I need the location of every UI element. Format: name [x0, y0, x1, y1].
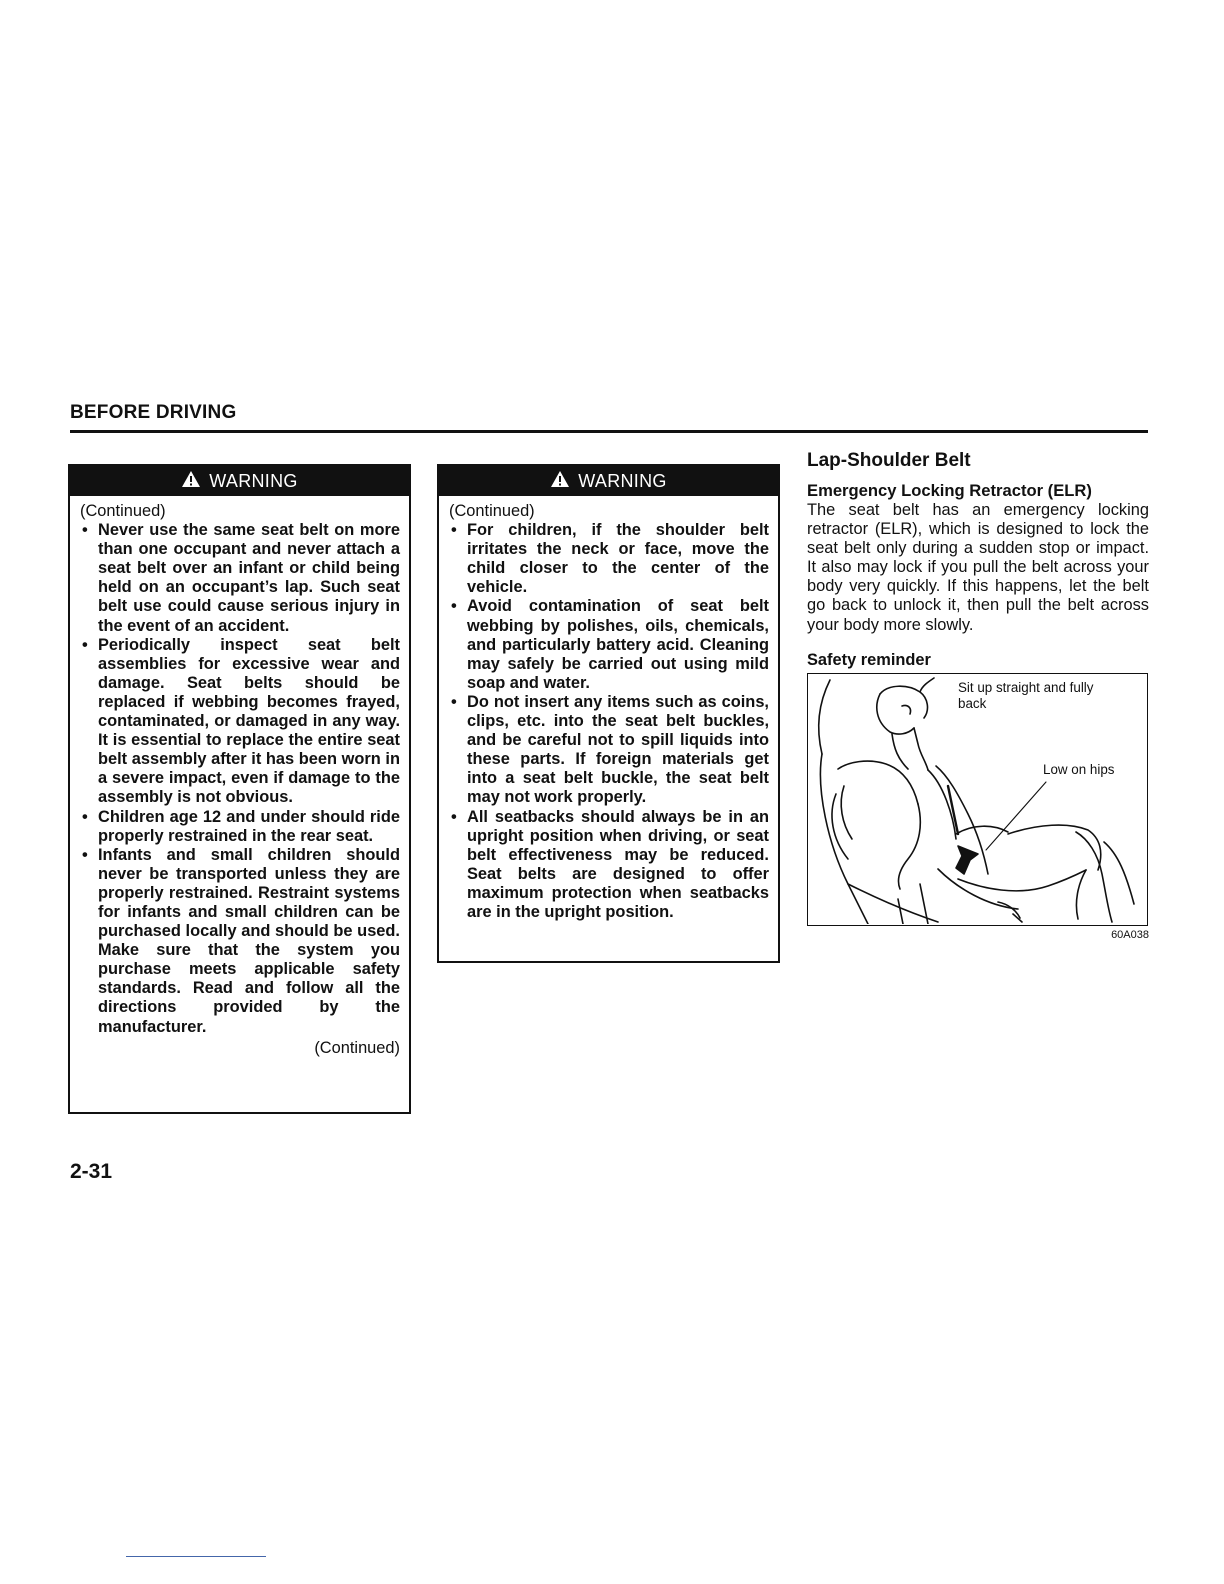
- warning-bar: [439, 466, 778, 496]
- figure-label: Safety reminder: [807, 650, 931, 669]
- warning-item: • For children, if the shoulder belt irritates the neck or face, move the child closer to the center of the vehicle.: [449, 521, 769, 597]
- warning-title: WARNING: [578, 470, 667, 491]
- warning-item: • Never use the same seat belt on more than one occupant and never attach a seat belt over an infant or child being held on an occupant’s lap. Such seat belt use could cause serious injury in the event of an accident.: [80, 521, 400, 636]
- section-header: BEFORE DRIVING: [70, 402, 237, 423]
- warning-triangle-icon: [181, 470, 201, 493]
- header-rule: [70, 430, 1148, 433]
- warning-item: • All seatbacks should always be in an upright position when driving, or seat belt effectiveness may be reduced. Seat belts are designed to offer maximum protection when seatbacks are in the upright position.: [449, 808, 769, 923]
- page-number: 2-31: [70, 1160, 113, 1183]
- warning-list: [80, 521, 400, 1037]
- warning-box-2: [437, 464, 780, 963]
- warning-item: • Children age 12 and under should ride properly restrained in the rear seat.: [80, 808, 400, 846]
- warning-triangle-icon: [550, 470, 570, 493]
- continued-label: (Continued): [449, 502, 535, 520]
- warning-item: • Infants and small children should never be transported unless they are properly restrained. Restraint systems for infants and small children can be purchased locally and should be used. Make sure that the system you purchase meets applicable safety standards. Read and follow all the directions provided by the manufacturer.: [80, 846, 400, 1037]
- lap-shoulder-belt-section: [807, 450, 1149, 941]
- figure-code: 60A038: [1111, 928, 1149, 941]
- warning-title: WARNING: [209, 470, 298, 491]
- warning-item: • Avoid contamination of seat belt webbing by polishes, oils, chemicals, and particularly battery acid. Cleaning may safely be carried out using mild soap and water.: [449, 597, 769, 692]
- warning-box-1: [68, 464, 411, 1114]
- continued-label: (Continued): [80, 502, 166, 520]
- safety-reminder-figure: [807, 673, 1148, 926]
- warning-item: • Do not insert any items such as coins, clips, etc. into the seat belt buckles, and be careful not to spill liquids into these parts. If foreign materials get into a seat belt buckle, the seat belt may not work properly.: [449, 693, 769, 808]
- warning-list: [449, 521, 769, 922]
- section-title: Lap-Shoulder Belt: [807, 450, 971, 471]
- continued-label: (Continued): [314, 1038, 400, 1057]
- callout-low-on-hips: Low on hips: [1043, 761, 1115, 777]
- callout-sit-up: Sit up straight and fully back: [958, 679, 1094, 711]
- warning-bar: [70, 466, 409, 496]
- warning-item: • Periodically inspect seat belt assemblies for excessive wear and damage. Seat belts should be replaced if webbing becomes frayed, contaminated, or damaged in any way. It is essential to replace the entire seat belt assembly after it has been worn in a severe impact, even if damage to the assembly is not obvious.: [80, 636, 400, 808]
- section-subtitle: Emergency Locking Retractor (ELR): [807, 481, 1092, 500]
- section-body: The seat belt has an emergency locking retractor (ELR), which is designed to lock the seat belt only during a sudden stop or impact. It also may lock if you pull the belt across your body very quickly. If this happens, let the belt go back to unlock it, then pull the belt across your body more slowly.: [807, 501, 1149, 634]
- bottom-rule: [126, 1556, 266, 1557]
